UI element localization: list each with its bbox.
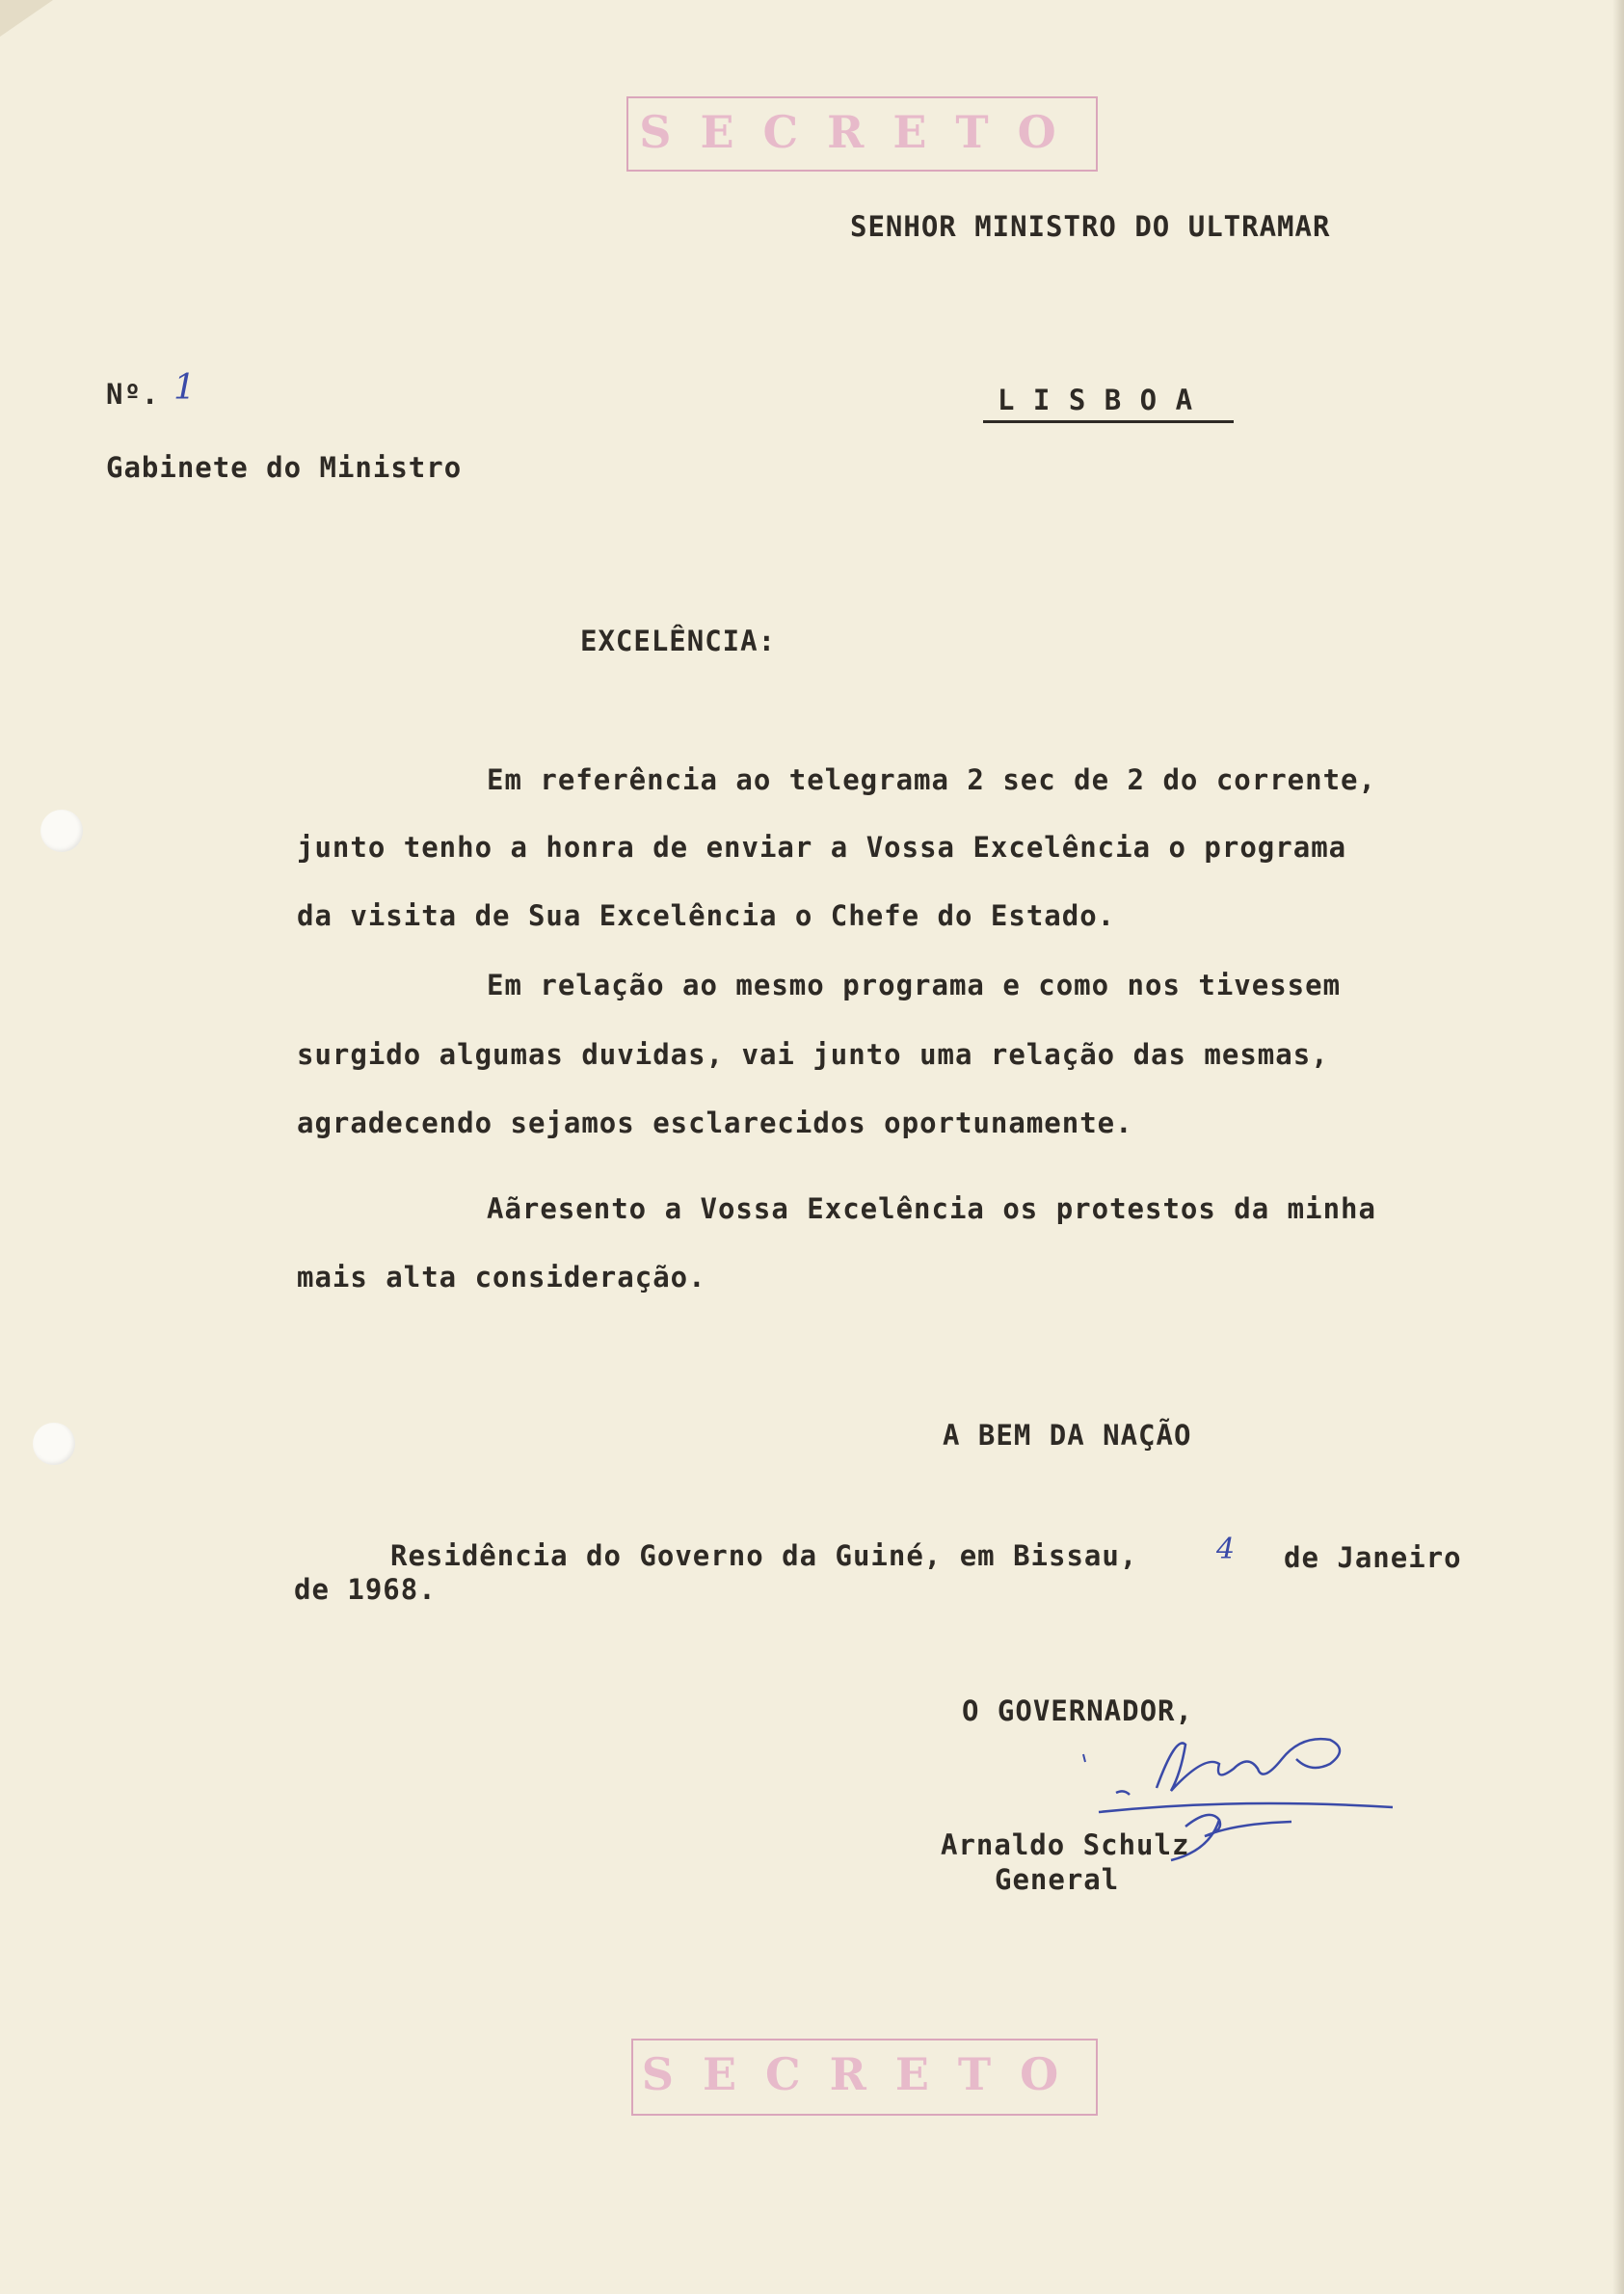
closing-motto: A BEM DA NAÇÃO: [943, 1419, 1192, 1452]
place-date-year: de 1968.: [294, 1573, 437, 1606]
signer-title: O GOVERNADOR,: [962, 1694, 1193, 1727]
body-line: da visita de Sua Excelência o Chefe do Estado.: [297, 899, 1116, 932]
city-underline: [983, 420, 1234, 423]
folded-corner: [0, 0, 58, 39]
department: Gabinete do Ministro: [106, 451, 463, 484]
body-line: junto tenho a honra de enviar a Vossa Excelência o programa: [297, 831, 1347, 864]
city-lisboa: L I S B O A: [998, 384, 1194, 416]
document-number-handwritten: 1: [173, 368, 196, 408]
addressee: SENHOR MINISTRO DO ULTRAMAR: [850, 210, 1331, 243]
place-date-part1: Residência do Governo da Guiné, em Bissau,: [390, 1539, 1138, 1572]
date-day-handwritten: 4: [1216, 1533, 1236, 1566]
body-line: Em relação ao mesmo programa e como nos tivessem: [487, 969, 1342, 1001]
body-line: Aãresento a Vossa Excelência os protestos da minha: [487, 1192, 1376, 1225]
signer-name: Arnaldo Schulz: [941, 1828, 1190, 1861]
punch-hole-upper: [40, 810, 83, 852]
page-edge-shadow: [1612, 0, 1624, 2294]
body-line: mais alta consideração.: [297, 1261, 706, 1294]
body-line: surgido algumas duvidas, vai junto uma relação das mesmas,: [297, 1038, 1329, 1071]
document-number-label: Nº.: [106, 378, 160, 411]
punch-hole-lower: [33, 1423, 75, 1465]
secret-stamp-top: SECRETO: [626, 96, 1098, 172]
body-line: agradecendo sejamos esclarecidos oportunamente.: [297, 1107, 1133, 1139]
signer-rank: General: [995, 1863, 1120, 1896]
body-line: Em referência ao telegrama 2 sec de 2 do corrente,: [487, 763, 1376, 796]
salutation: EXCELÊNCIA:: [580, 625, 777, 657]
secret-stamp-bottom: SECRETO: [631, 2039, 1098, 2116]
place-date-part2: de Janeiro: [1284, 1541, 1462, 1574]
